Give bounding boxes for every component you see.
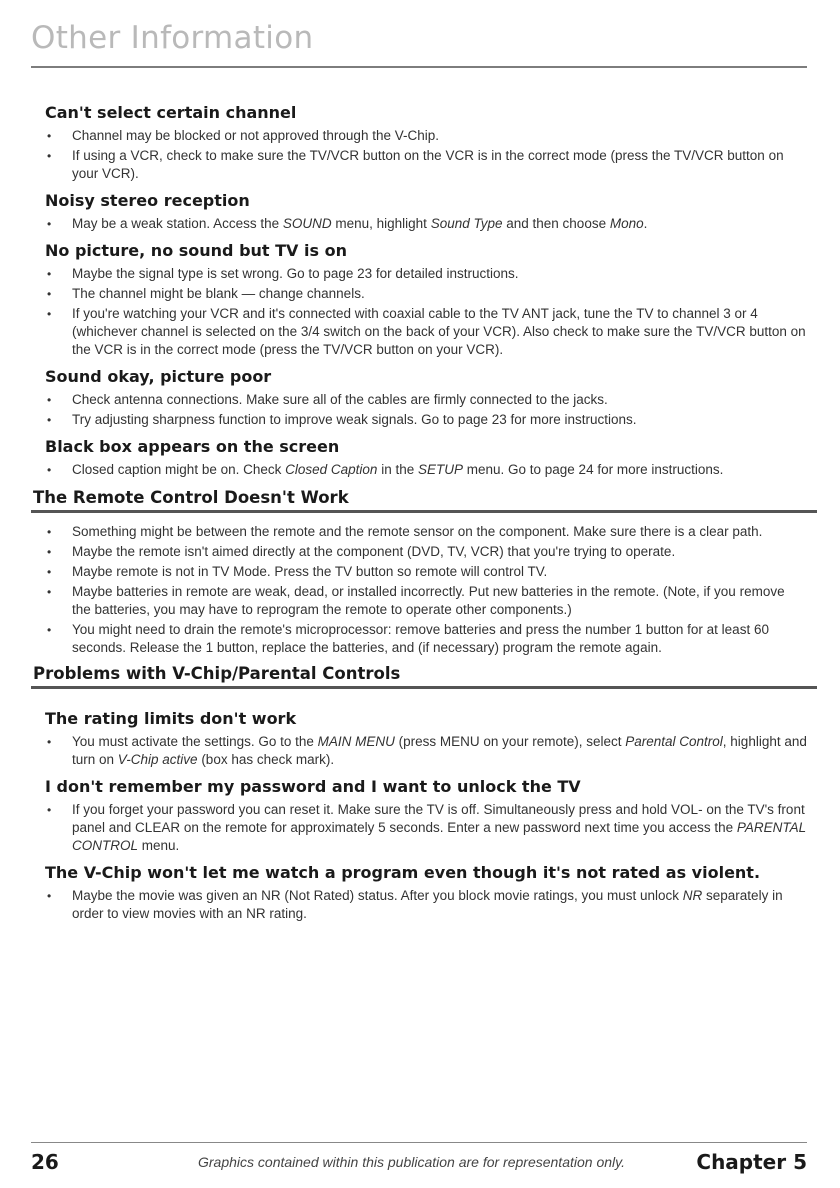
page-title: Other Information [31,20,314,56]
bullet-icon: • [47,217,52,231]
section-heading: The Remote Control Doesn't Work [33,488,349,507]
topic-heading: Sound okay, picture poor [45,367,272,386]
section-remote-control [31,487,817,513]
topic [45,241,807,359]
bullet-text: If using a VCR, check to make sure the TV/VCR button on the VCR is in the correct mode (press the TV/VCR button on your VCR). [72,148,784,181]
bullet-list [45,265,807,359]
chapter-label: Chapter 5 [696,1150,807,1174]
topic-heading: I don't remember my password and I want to unlock the TV [45,777,581,796]
bullet-text: If you forget your password you can reset it. Make sure the TV is off. Simultaneously press and hold VOL- on the TV's front panel and CLEAR on the remote for approximately 5 seconds. Enter a new password next time you access the PARENTAL CONTROL menu. [72,802,806,853]
bullet-list [45,461,807,479]
bullet-icon: • [47,129,52,143]
bullet-item [45,411,807,429]
topic-heading: No picture, no sound but TV is on [45,241,347,260]
bullet-list [45,887,807,923]
bullet-text: If you're watching your VCR and it's connected with coaxial cable to the TV ANT jack, tune the TV to channel 3 or 4 (whichever channel is selected on the 3/4 switch on the back of your VCR). Also check to make sure the TV/VCR button on the VCR is in the correct mode (press the TV/VCR button on your VCR). [72,306,806,357]
bullet-text: You must activate the settings. Go to the MAIN MENU (press MENU on your remote), select Parental Control, highlight and turn on V-Chip active (box has check mark). [72,734,807,767]
spacer [45,699,807,709]
troubleshooting-topics-vchip [45,709,807,923]
bullet-text: May be a weak station. Access the SOUND menu, highlight Sound Type and then choose Mono. [72,216,648,231]
topic-heading: The V-Chip won't let me watch a program even though it's not rated as violent. [45,863,761,882]
bullet-icon: • [47,525,52,539]
bullet-text: The channel might be blank — change channels. [72,286,365,301]
content-area [33,103,807,931]
bullet-text: Try adjusting sharpness function to improve weak signals. Go to page 23 for more instructions. [72,412,637,427]
bullet-icon: • [47,565,52,579]
remote-bullet-list [45,523,807,657]
bullet-item [45,563,807,581]
bullet-text: Maybe the remote isn't aimed directly at the component (DVD, TV, VCR) that you're trying to operate. [72,544,676,559]
section-vchip [31,663,817,689]
topic-heading: The rating limits don't work [45,709,297,728]
bullet-item [45,583,807,619]
footer-disclaimer: Graphics contained within this publication are for representation only. [198,1154,625,1170]
bullet-item [45,127,807,145]
bullet-item [45,305,807,359]
bullet-icon: • [47,623,52,637]
bullet-icon: • [47,803,52,817]
topic [45,191,807,233]
bullet-icon: • [47,889,52,903]
topic-heading: Can't select certain channel [45,103,297,122]
page-number: 26 [31,1150,59,1174]
bullet-item [45,733,807,769]
bullet-text: Maybe the signal type is set wrong. Go to page 23 for detailed instructions. [72,266,519,281]
bullet-text: Maybe remote is not in TV Mode. Press the TV button so remote will control TV. [72,564,548,579]
bullet-text: Something might be between the remote and the remote sensor on the component. Make sure there is a clear path. [72,524,763,539]
bullet-item [45,461,807,479]
bullet-text: Check antenna connections. Make sure all of the cables are firmly connected to the jacks. [72,392,608,407]
topic [45,709,807,769]
topic [45,863,807,923]
bullet-icon: • [47,735,52,749]
bullet-icon: • [47,413,52,427]
bullet-text: Channel may be blocked or not approved through the V-Chip. [72,128,439,143]
bullet-item [45,285,807,303]
bullet-icon: • [47,585,52,599]
bullet-item [45,621,807,657]
bullet-item [45,215,807,233]
topic [45,367,807,429]
bullet-item [45,391,807,409]
section-divider [31,510,817,513]
bullet-text: You might need to drain the remote's microprocessor: remove batteries and press the number 1 button for at least 60 seconds. Release the 1 button, replace the batteries, and (if necessary) program the remote again. [72,622,769,655]
bullet-text: Maybe the movie was given an NR (Not Rated) status. After you block movie ratings, you must unlock NR separately in order to view movies with an NR rating. [72,888,783,921]
topic-heading: Black box appears on the screen [45,437,340,456]
bullet-icon: • [47,463,52,477]
bullet-list [45,801,807,855]
title-divider [31,66,807,68]
bullet-item [45,887,807,923]
footer-divider [31,1142,807,1143]
bullet-icon: • [47,545,52,559]
topic [45,103,807,183]
bullet-item [45,543,807,561]
section-divider [31,686,817,689]
bullet-text: Maybe batteries in remote are weak, dead, or installed incorrectly. Put new batteries in the remote. (Note, if you remove the batteries, you may have to reprogram the remote to operate other components.) [72,584,785,617]
bullet-item [45,265,807,283]
bullet-icon: • [47,267,52,281]
bullet-item [45,147,807,183]
bullet-list [45,215,807,233]
section-heading: Problems with V-Chip/Parental Controls [33,664,401,683]
bullet-icon: • [47,307,52,321]
bullet-item [45,801,807,855]
bullet-icon: • [47,287,52,301]
topic [45,777,807,855]
bullet-list [45,391,807,429]
bullet-list [45,733,807,769]
topic-heading: Noisy stereo reception [45,191,250,210]
bullet-icon: • [47,393,52,407]
bullet-icon: • [47,149,52,163]
bullet-list [45,127,807,183]
topic [45,437,807,479]
troubleshooting-topics-tv [45,103,807,479]
bullet-item [45,523,807,541]
bullet-text: Closed caption might be on. Check Closed Caption in the SETUP menu. Go to page 24 for more instructions. [72,462,724,477]
